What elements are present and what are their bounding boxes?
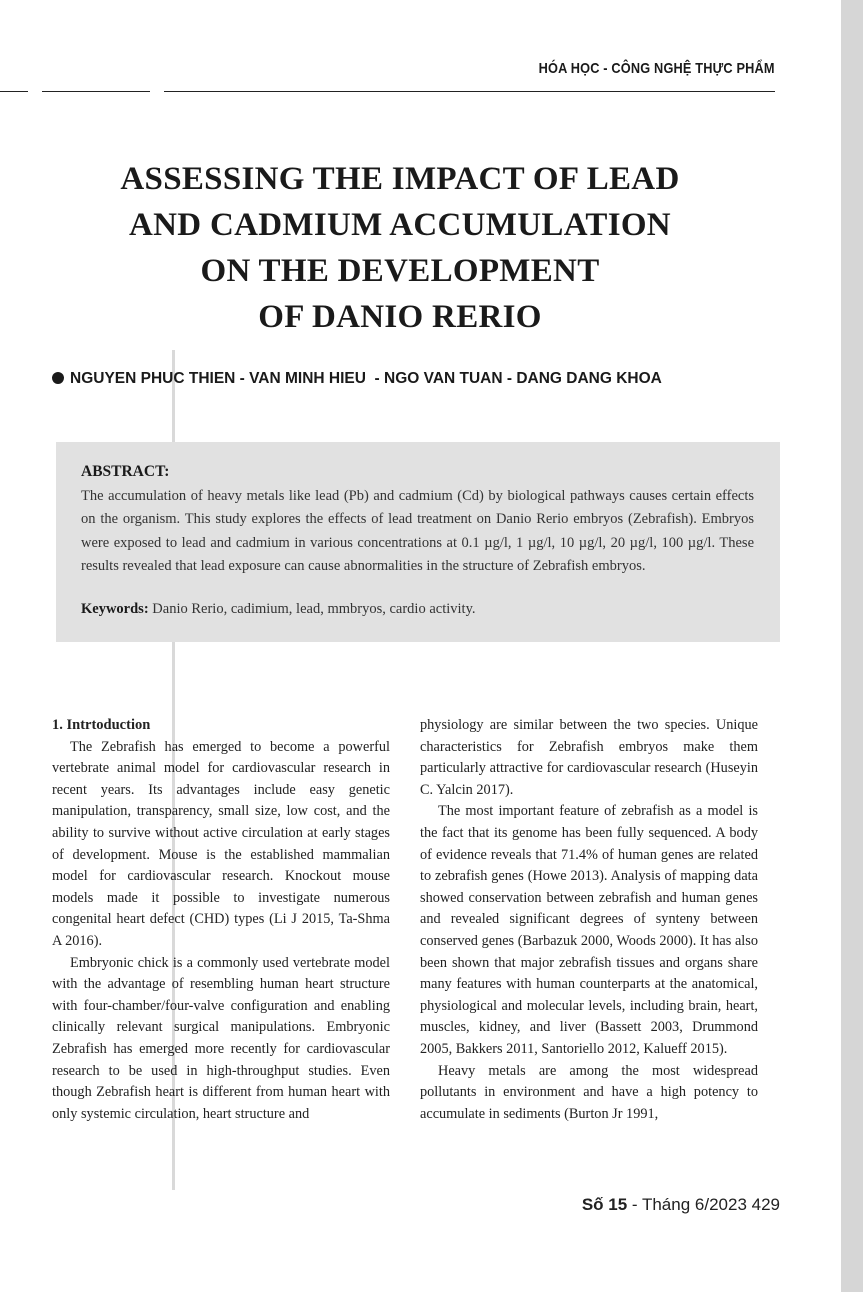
issue-label: Số 15 bbox=[581, 1195, 628, 1214]
page-edge-shadow bbox=[841, 0, 863, 1292]
body-column-left bbox=[52, 715, 390, 1125]
body-column-right bbox=[420, 715, 758, 1125]
author-list bbox=[52, 370, 812, 388]
bullet-icon bbox=[52, 372, 64, 384]
page-number: 429 bbox=[751, 1195, 780, 1214]
authors-text: NGUYEN PHUC THIEN - VAN MINH HIEU - NGO VAN TUAN - DANG DANG KHOA bbox=[70, 370, 662, 387]
header-rule bbox=[0, 91, 775, 92]
keywords-label: Keywords: bbox=[81, 601, 149, 617]
keywords-text: Danio Rerio, cadimium, lead, mmbryos, cardio activity. bbox=[148, 601, 476, 617]
header-rule-gap bbox=[150, 88, 164, 94]
paragraph: physiology are similar between the two species. Unique characteristics for Zebrafish embryos make them particularly attractive for cardiovascular research (Huseyin C. Yalcin 2017). bbox=[420, 717, 758, 798]
page-footer bbox=[582, 1195, 780, 1215]
title-line: AND CADMIUM ACCUMULATION bbox=[129, 207, 671, 243]
title-line: OF DANIO RERIO bbox=[258, 299, 542, 335]
abstract-box bbox=[56, 442, 780, 642]
title-line: ON THE DEVELOPMENT bbox=[200, 253, 600, 289]
header-rule-gap bbox=[28, 88, 42, 94]
paragraph: The Zebrafish has emerged to become a powerful vertebrate animal model for cardiovascular research in recent years. Its advantages include easy genetic manipulation, transparency, small size, low cost, and the ability to survive without active circulation at early stages of development. Mouse is the established mammalian model for cardiovascular research. Knockout mouse models made it possible to investigate numerous congenital heart defect (CHD) types (Li J 2015, Ta-Shma A 2016). bbox=[52, 738, 390, 949]
article-title bbox=[0, 156, 800, 340]
paragraph: Embryonic chick is a commonly used vertebrate model with the advantage of resembling human heart structure with four-chamber/four-valve configuration and enabling clinically relevant surgical manipulations. Embryonic Zebrafish has emerged more recently for cardiovascular research to be used in high-throughput studies. Even though Zebrafish heart is different from human heart with only systemic circulation, heart structure and bbox=[52, 954, 390, 1122]
abstract-text: The accumulation of heavy metals like lead (Pb) and cadmium (Cd) by biological pathways causes certain effects on the organism. This study explores the effects of lead treatment on Danio Rerio embryos (Zebrafish). Embryos were exposed to lead and cadmium in various concentrations at 0.1 µg/l, 1 µg/l, 10 µg/l, 20 µg/l, 100 µg/l. These results revealed that lead exposure can cause abnormalities in the structure of Zebrafish embryos. bbox=[81, 488, 754, 574]
abstract-heading: ABSTRACT: bbox=[81, 463, 170, 480]
paragraph: The most important feature of zebrafish as a model is the fact that its genome has been fully sequenced. A body of evidence reveals that 71.4% of human genes are related to zebrafish genes (Howe 2013). Analysis of mapping data showed conservation between zebrafish and human genes and revealed significant degrees of synteny between conserved genes (Barbazuk 2000, Woods 2000). It has also been shown that major zebrafish tissues and organs share many features with human counterparts at the anatomical, physiological and molecular levels, including brain, heart, muscles, kidney, and liver (Bassett 2003, Drummond 2005, Bakkers 2011, Santoriello 2012, Kalueff 2015). bbox=[420, 803, 758, 1057]
section-heading: 1. Intrtoduction bbox=[52, 717, 151, 733]
issue-date: - Tháng 6/2023 bbox=[627, 1195, 752, 1214]
paragraph: Heavy metals are among the most widespread pollutants in environment and have a high potency to accumulate in sediments (Burton Jr 1991, bbox=[420, 1062, 758, 1122]
keywords bbox=[81, 601, 761, 618]
journal-section-label: HÓA HỌC - CÔNG NGHỆ THỰC PHẨM bbox=[538, 60, 775, 77]
title-line: ASSESSING THE IMPACT OF LEAD bbox=[120, 161, 680, 197]
